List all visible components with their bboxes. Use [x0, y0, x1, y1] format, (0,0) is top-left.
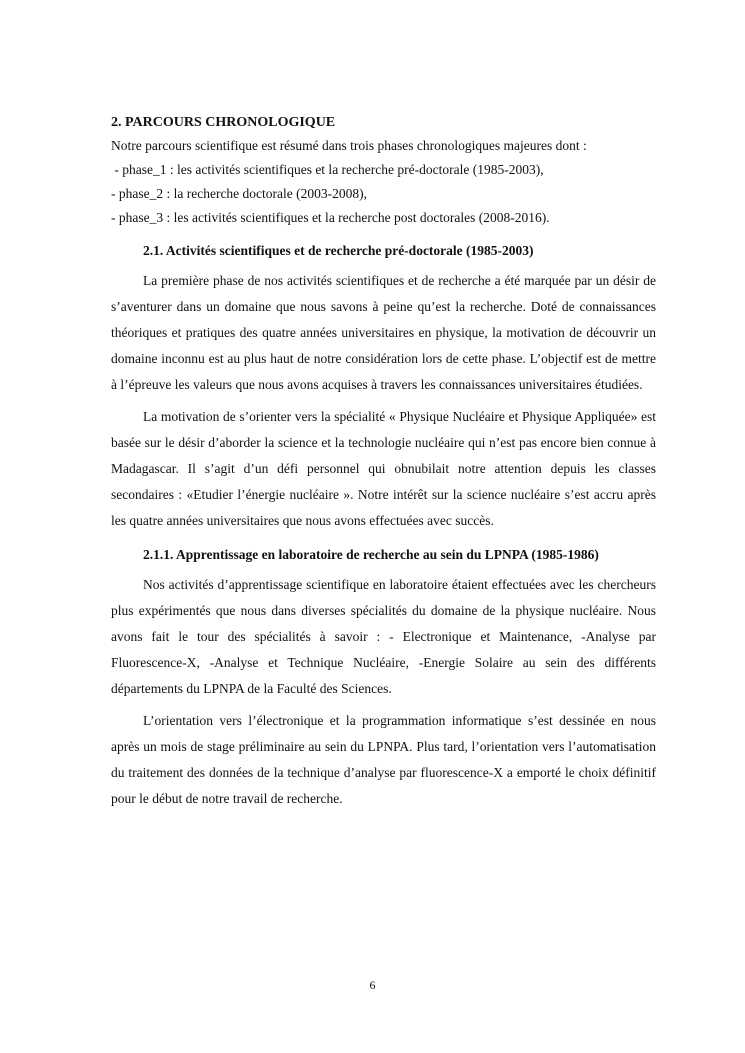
paragraph: La motivation de s’orienter vers la spécialité « Physique Nucléaire et Physique Appliquée» est basée sur le désir d’aborder la science et la technologie nucléaire qui n’est pas encore bien connue à Madagascar. Il s’agit d’un défi personnel qui obnubilait notre attention depuis les classes secondaires : «Etudier l’énergie nucléaire ». Notre intérêt sur la science nucléaire s’est accru après les quatre années universitaires que nous avons effectuées avec succès.	[111, 409, 656, 528]
intro-line: - phase_1 : les activités scientifiques et la recherche pré-doctorale (1985-2003),	[111, 162, 544, 177]
subsubsection-title: 2.1.1. Apprentissage en laboratoire de recherche au sein du LPNPA (1985-1986)	[143, 547, 599, 562]
section-title: 2. PARCOURS CHRONOLOGIQUE	[111, 115, 336, 130]
intro-block	[111, 134, 656, 230]
subsection-title: 2.1. Activités scientifiques et de recherche pré-doctorale (1985-2003)	[143, 243, 534, 258]
paragraph: Nos activités d’apprentissage scientifique en laboratoire étaient effectuées avec les chercheurs plus expérimentés que nous dans diverses spécialités du domaine de la physique nucléaire. Nous avons fait le tour des spécialités à savoir : - Electronique et Maintenance, -Analyse par Fluorescence-X, -Analyse et Technique Nucléaire, -Energie Solaire au sein des différents départements du LPNPA de la Faculté des Sciences.	[111, 577, 656, 696]
intro-line: Notre parcours scientifique est résumé dans trois phases chronologiques majeures dont :	[111, 138, 587, 153]
paragraph: La première phase de nos activités scientifiques et de recherche a été marquée par un désir de s’aventurer dans un domaine que nous savons à peine qu’est la recherche. Doté de connaissances théoriques et pratiques des quatre années universitaires en physique, la motivation de découvrir un domaine inconnu est au plus haut de notre considération lors de cette phase. L’objectif est de mettre à l’épreuve les valeurs que nous avons acquises à travers les connaissances universitaires étudiées.	[111, 273, 656, 392]
page-number: 6	[369, 978, 376, 992]
page-body	[111, 112, 656, 818]
intro-line: - phase_3 : les activités scientifiques et la recherche post doctorales (2008-2016).	[111, 210, 550, 225]
intro-line: - phase_2 : la recherche doctorale (2003-2008),	[111, 186, 368, 201]
paragraph: L’orientation vers l’électronique et la programmation informatique s’est dessinée en nous après un mois de stage préliminaire au sein du LPNPA. Plus tard, l’orientation vers l’automatisation du traitement des données de la technique d’analyse par fluorescence-X a emporté le choix définitif pour le début de notre travail de recherche.	[111, 713, 656, 806]
